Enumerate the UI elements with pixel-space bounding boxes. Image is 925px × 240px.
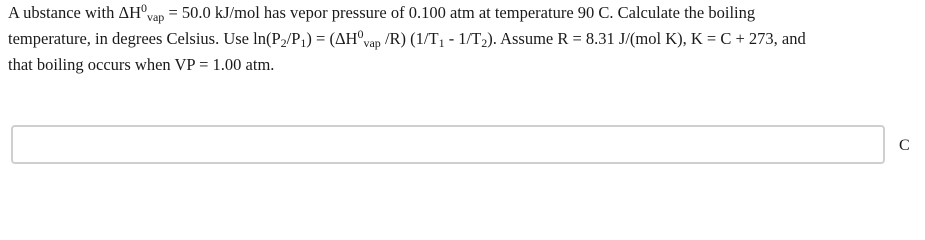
question-line-2: [8, 26, 913, 52]
question-fragment: = 50.0 kJ/mol has vepor pressure of 0.100 atm at temperature 90 C. Calculate the boiling: [164, 3, 756, 22]
question-fragment: /R) (1/T: [380, 29, 439, 48]
question-fragment: that boiling occurs when VP = 1.00 atm.: [8, 55, 275, 74]
question-fragment: ). Assume R = 8.31 J/(mol K), K = C + 273, and: [487, 29, 806, 48]
question-fragment: - 1/T: [444, 29, 482, 48]
question-fragment: /P: [286, 29, 301, 48]
vap-subscript: vap: [146, 10, 165, 24]
vap-subscript: vap: [363, 36, 381, 50]
question-line-1: [8, 0, 913, 26]
enthalpy-symbol: ΔH: [118, 3, 141, 22]
question-fragment: ) = (ΔH: [306, 29, 358, 48]
subscript: 1: [438, 36, 445, 50]
standard-state-superscript: 0: [357, 27, 364, 41]
subscript: 2: [280, 36, 287, 50]
answer-input[interactable]: [11, 125, 885, 164]
unit-label: C: [899, 137, 910, 154]
subscript: 2: [481, 36, 488, 50]
subscript: 1: [300, 36, 307, 50]
question-text: [8, 0, 913, 78]
question-line-3: [8, 52, 913, 78]
question-fragment: A ubstance with: [8, 3, 119, 22]
standard-state-superscript: 0: [140, 1, 147, 15]
question-fragment: temperature, in degrees Celsius. Use ln(P: [8, 29, 281, 48]
